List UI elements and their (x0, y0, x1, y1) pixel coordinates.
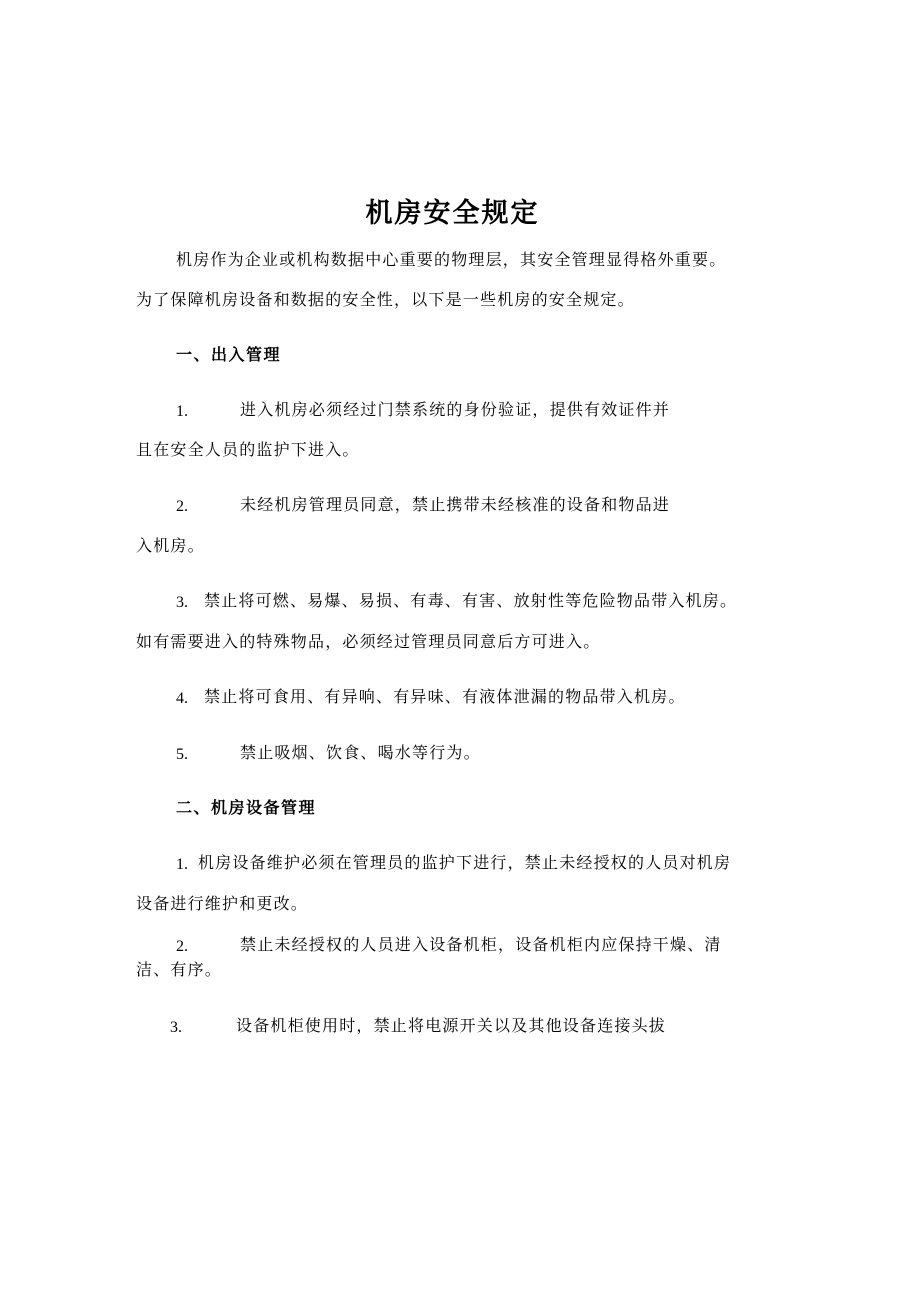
s2-item-1-line-2: 设备进行维护和更改。 (136, 894, 309, 913)
s1-item-5-line-1: 禁止吸烟、饮食、喝水等行为。 (240, 743, 481, 762)
s1-item-2-number: 2. (176, 498, 188, 515)
s2-item-3-number: 3. (170, 1019, 182, 1036)
s2-item-2-line-2: 洁、有序。 (136, 960, 223, 979)
s1-item-2-line-2: 入机房。 (136, 536, 205, 555)
intro-line-2: 为了保障机房设备和数据的安全性，以下是一些机房的安全规定。 (136, 290, 635, 309)
s2-item-1-line-1: 机房设备维护必须在管理员的监护下进行，禁止未经授权的人员对机房 (198, 853, 732, 872)
s1-item-3-line-2: 如有需要进入的特殊物品，必须经过管理员同意后方可进入。 (136, 632, 601, 651)
s1-item-2-line-1: 未经机房管理员同意，禁止携带未经核准的设备和物品进 (240, 495, 671, 514)
s1-item-1-line-1: 进入机房必须经过门禁系统的身份验证，提供有效证件并 (240, 400, 671, 419)
s1-item-1-line-2: 且在安全人员的监护下进入。 (136, 440, 360, 459)
section-1-heading: 一、出入管理 (176, 345, 282, 364)
s1-item-4-line-1: 禁止将可食用、有异响、有异味、有液体泄漏的物品带入机房。 (204, 687, 686, 706)
s1-item-5-number: 5. (176, 746, 188, 763)
s1-item-3-number: 3. (176, 594, 188, 611)
intro-line-1: 机房作为企业或机构数据中心重要的物理层，其安全管理显得格外重要。 (176, 250, 727, 269)
s1-item-1-number: 1. (176, 403, 188, 420)
s1-item-4-number: 4. (176, 690, 188, 707)
s1-item-3-line-1: 禁止将可燃、易爆、易损、有毒、有害、放射性等危险物品带入机房。 (204, 591, 738, 610)
s2-item-1-number: 1. (176, 856, 188, 873)
s2-item-2-line-1: 禁止未经授权的人员进入设备机柜，设备机柜内应保持干燥、清 (240, 935, 722, 954)
section-2-heading: 二、机房设备管理 (176, 798, 317, 817)
s2-item-2-number: 2. (176, 938, 188, 955)
s2-item-3-line-1: 设备机柜使用时，禁止将电源开关以及其他设备连接头拔 (236, 1016, 667, 1035)
document-title: 机房安全规定 (365, 198, 540, 229)
